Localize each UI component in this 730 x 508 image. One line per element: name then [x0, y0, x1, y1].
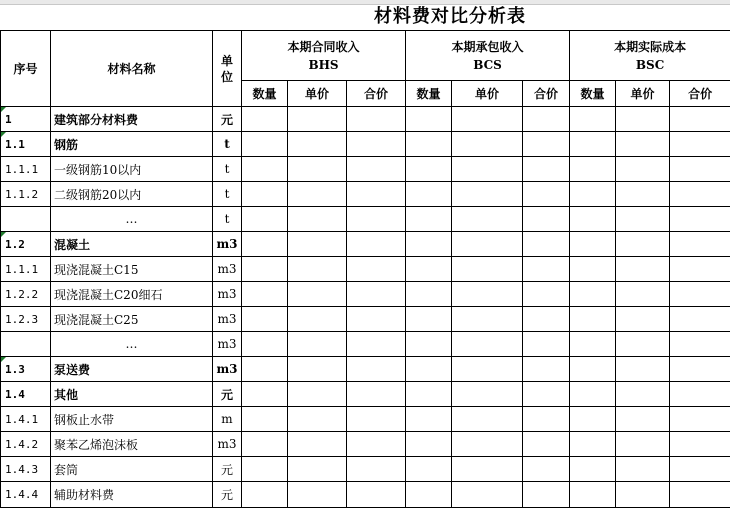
cell-value[interactable]	[288, 257, 347, 282]
cell-value[interactable]	[347, 282, 406, 307]
cell-value[interactable]	[242, 207, 288, 232]
cell-value[interactable]	[288, 132, 347, 157]
cell-value[interactable]	[670, 432, 730, 457]
header-total-price[interactable]: 合价	[670, 81, 730, 107]
table-row	[1, 482, 730, 508]
header-unit-label: 单位	[220, 53, 233, 84]
cell-value[interactable]	[616, 257, 670, 282]
cell-value[interactable]	[288, 282, 347, 307]
cell-seq[interactable]: 1.4.4	[1, 482, 51, 508]
cell-value[interactable]	[523, 307, 570, 332]
cell-value[interactable]	[347, 407, 406, 432]
header-quantity[interactable]: 数量	[242, 81, 288, 107]
cell-value[interactable]	[523, 382, 570, 407]
cell-value[interactable]	[347, 382, 406, 407]
cell-seq[interactable]: 1.2.3	[1, 307, 51, 332]
cell-seq[interactable]	[1, 332, 51, 357]
cell-value[interactable]	[288, 307, 347, 332]
cell-value[interactable]	[616, 357, 670, 382]
cell-value[interactable]	[347, 107, 406, 132]
cell-value[interactable]	[523, 482, 570, 508]
cell-value[interactable]	[523, 432, 570, 457]
cell-seq[interactable]: 1.1.2	[1, 182, 51, 207]
cell-material-name[interactable]: …	[51, 332, 213, 357]
cell-value[interactable]	[570, 107, 616, 132]
cell-value[interactable]	[452, 332, 523, 357]
table-row	[1, 332, 730, 357]
cell-value[interactable]	[670, 407, 730, 432]
header-group-subcontract[interactable]: 本期承包收入 BCS	[406, 31, 570, 81]
cell-value[interactable]	[406, 432, 452, 457]
cell-value[interactable]	[347, 482, 406, 508]
cell-material-name[interactable]: 钢筋	[51, 132, 213, 157]
cell-value[interactable]	[242, 307, 288, 332]
cell-value[interactable]	[523, 132, 570, 157]
cell-value[interactable]	[347, 232, 406, 257]
cell-value[interactable]	[452, 182, 523, 207]
cell-value[interactable]	[242, 282, 288, 307]
cell-value[interactable]	[288, 407, 347, 432]
cell-value[interactable]	[242, 157, 288, 182]
cell-seq[interactable]: 1.4.3	[1, 457, 51, 482]
cell-unit[interactable]: m3	[213, 432, 242, 457]
cell-value[interactable]	[452, 482, 523, 508]
cell-value[interactable]	[616, 457, 670, 482]
cell-value[interactable]	[670, 232, 730, 257]
cell-value[interactable]	[670, 457, 730, 482]
header-total-price[interactable]: 合价	[523, 81, 570, 107]
table-row	[1, 157, 730, 182]
cell-value[interactable]	[406, 132, 452, 157]
cell-value[interactable]	[570, 407, 616, 432]
cell-value[interactable]	[242, 107, 288, 132]
cell-value[interactable]	[406, 157, 452, 182]
cell-value[interactable]	[616, 207, 670, 232]
cell-value[interactable]	[616, 482, 670, 508]
cell-value[interactable]	[406, 357, 452, 382]
cell-seq[interactable]: 1.4.1	[1, 407, 51, 432]
cell-value[interactable]	[523, 107, 570, 132]
cell-value[interactable]	[242, 132, 288, 157]
header-unit-price[interactable]: 单价	[288, 81, 347, 107]
table-row	[1, 357, 730, 382]
cell-value[interactable]	[452, 457, 523, 482]
cell-unit[interactable]: m3	[213, 307, 242, 332]
table-row	[1, 432, 730, 457]
cell-value[interactable]	[406, 257, 452, 282]
cell-value[interactable]	[452, 432, 523, 457]
cell-value[interactable]	[670, 332, 730, 357]
cell-value[interactable]	[616, 232, 670, 257]
cell-value[interactable]	[288, 157, 347, 182]
cell-value[interactable]	[242, 407, 288, 432]
header-group-actual-cost[interactable]: 本期实际成本 BSC	[570, 31, 730, 81]
cell-value[interactable]	[288, 207, 347, 232]
cell-material-name[interactable]: 二级钢筋20以内	[51, 182, 213, 207]
cell-unit[interactable]: t	[213, 182, 242, 207]
cell-value[interactable]	[347, 307, 406, 332]
cell-unit[interactable]: t	[213, 207, 242, 232]
cell-seq[interactable]: 1	[1, 107, 51, 132]
cell-value[interactable]	[452, 307, 523, 332]
cell-value[interactable]	[347, 207, 406, 232]
cell-value[interactable]	[616, 132, 670, 157]
cell-value[interactable]	[452, 407, 523, 432]
cell-unit[interactable]: 元	[213, 457, 242, 482]
header-quantity[interactable]: 数量	[406, 81, 452, 107]
cell-value[interactable]	[570, 357, 616, 382]
cell-value[interactable]	[242, 357, 288, 382]
header-unit-price[interactable]: 单价	[452, 81, 523, 107]
cell-value[interactable]	[616, 307, 670, 332]
cell-value[interactable]	[406, 457, 452, 482]
cell-value[interactable]	[406, 332, 452, 357]
cell-value[interactable]	[570, 332, 616, 357]
cell-value[interactable]	[288, 332, 347, 357]
table-row	[1, 257, 730, 282]
cell-seq[interactable]: 1.4	[1, 382, 51, 407]
cell-material-name[interactable]: 套筒	[51, 457, 213, 482]
cell-unit[interactable]: t	[213, 157, 242, 182]
cell-value[interactable]	[670, 157, 730, 182]
cell-value[interactable]	[406, 282, 452, 307]
cell-unit[interactable]: 元	[213, 107, 242, 132]
cell-value[interactable]	[523, 457, 570, 482]
header-group-contract[interactable]: 本期合同收入 BHS	[242, 31, 406, 81]
cell-value[interactable]	[616, 107, 670, 132]
cell-value[interactable]	[670, 182, 730, 207]
cell-unit[interactable]: m3	[213, 332, 242, 357]
cell-value[interactable]	[406, 182, 452, 207]
cell-value[interactable]	[452, 282, 523, 307]
cell-value[interactable]	[670, 132, 730, 157]
cell-value[interactable]	[347, 457, 406, 482]
cell-unit[interactable]: m3	[213, 357, 242, 382]
cell-material-name[interactable]: 现浇混凝土C20细石	[51, 282, 213, 307]
header-total-price[interactable]: 合价	[347, 81, 406, 107]
cell-material-name[interactable]: 聚苯乙烯泡沫板	[51, 432, 213, 457]
table-row	[1, 457, 730, 482]
cell-unit[interactable]: 元	[213, 482, 242, 508]
cell-value[interactable]	[406, 107, 452, 132]
cell-value[interactable]	[523, 257, 570, 282]
cell-value[interactable]	[288, 457, 347, 482]
cell-material-name[interactable]: 混凝土	[51, 232, 213, 257]
cell-value[interactable]	[406, 207, 452, 232]
cell-value[interactable]	[288, 107, 347, 132]
cell-seq[interactable]: 1.2.2	[1, 282, 51, 307]
cell-seq[interactable]	[1, 207, 51, 232]
cell-unit[interactable]: m3	[213, 282, 242, 307]
cell-value[interactable]	[452, 132, 523, 157]
header-unit-price[interactable]: 单价	[616, 81, 670, 107]
cell-unit[interactable]: m3	[213, 232, 242, 257]
cell-value[interactable]	[670, 107, 730, 132]
cell-value[interactable]	[570, 182, 616, 207]
cell-value[interactable]	[670, 207, 730, 232]
cell-value[interactable]	[406, 382, 452, 407]
cell-material-name[interactable]: 泵送费	[51, 357, 213, 382]
cell-value[interactable]	[347, 132, 406, 157]
cell-value[interactable]	[242, 432, 288, 457]
cell-value[interactable]	[288, 482, 347, 508]
cell-value[interactable]	[670, 357, 730, 382]
cell-material-name[interactable]: …	[51, 207, 213, 232]
cell-value[interactable]	[452, 207, 523, 232]
table-row	[1, 407, 730, 432]
cell-value[interactable]	[242, 182, 288, 207]
cell-material-name[interactable]: 一级钢筋10以内	[51, 157, 213, 182]
cell-value[interactable]	[523, 157, 570, 182]
cell-value[interactable]	[570, 307, 616, 332]
table-row	[1, 382, 730, 407]
cell-value[interactable]	[570, 457, 616, 482]
cell-value[interactable]	[670, 257, 730, 282]
cell-value[interactable]	[452, 257, 523, 282]
cell-value[interactable]	[670, 382, 730, 407]
cell-value[interactable]	[406, 232, 452, 257]
cell-seq[interactable]: 1.2	[1, 232, 51, 257]
cell-unit[interactable]: t	[213, 132, 242, 157]
cell-value[interactable]	[523, 332, 570, 357]
cell-seq[interactable]: 1.1.1	[1, 157, 51, 182]
cell-value[interactable]	[288, 182, 347, 207]
cell-value[interactable]	[288, 382, 347, 407]
sheet-title: 材料费对比分析表	[374, 6, 526, 27]
header-material-name[interactable]: 材料名称	[51, 31, 213, 107]
table-row	[1, 232, 730, 257]
cell-value[interactable]	[242, 332, 288, 357]
cell-value[interactable]	[616, 332, 670, 357]
cell-material-name[interactable]: 现浇混凝土C25	[51, 307, 213, 332]
cell-value[interactable]	[570, 257, 616, 282]
table-row	[1, 182, 730, 207]
material-cost-table	[0, 30, 730, 508]
cell-value[interactable]	[523, 357, 570, 382]
cell-value[interactable]	[570, 382, 616, 407]
cell-value[interactable]	[452, 357, 523, 382]
cell-value[interactable]	[670, 282, 730, 307]
cell-value[interactable]	[406, 482, 452, 508]
cell-value[interactable]	[347, 332, 406, 357]
cell-value[interactable]	[242, 457, 288, 482]
cell-unit[interactable]: m3	[213, 257, 242, 282]
cell-value[interactable]	[242, 257, 288, 282]
cell-value[interactable]	[523, 282, 570, 307]
cell-value[interactable]	[570, 157, 616, 182]
cell-value[interactable]	[406, 307, 452, 332]
cell-value[interactable]	[288, 232, 347, 257]
cell-material-name[interactable]: 辅助材料费	[51, 482, 213, 508]
cell-value[interactable]	[570, 282, 616, 307]
table-row	[1, 207, 730, 232]
cell-material-name[interactable]: 钢板止水带	[51, 407, 213, 432]
cell-unit[interactable]: 元	[213, 382, 242, 407]
cell-value[interactable]	[570, 207, 616, 232]
cell-value[interactable]	[347, 182, 406, 207]
cell-material-name[interactable]: 其他	[51, 382, 213, 407]
cell-seq[interactable]: 1.4.2	[1, 432, 51, 457]
cell-value[interactable]	[452, 382, 523, 407]
header-quantity[interactable]: 数量	[570, 81, 616, 107]
cell-value[interactable]	[523, 232, 570, 257]
cell-value[interactable]	[523, 407, 570, 432]
header-unit[interactable]	[213, 31, 242, 107]
cell-value[interactable]	[288, 432, 347, 457]
cell-value[interactable]	[347, 357, 406, 382]
cell-value[interactable]	[570, 482, 616, 508]
cell-value[interactable]	[616, 382, 670, 407]
table-row	[1, 132, 730, 157]
cell-value[interactable]	[570, 432, 616, 457]
cell-value[interactable]	[670, 307, 730, 332]
cell-value[interactable]	[452, 232, 523, 257]
table-row	[1, 307, 730, 332]
cell-material-name[interactable]: 现浇混凝土C15	[51, 257, 213, 282]
cell-value[interactable]	[347, 157, 406, 182]
cell-value[interactable]	[616, 432, 670, 457]
cell-value[interactable]	[616, 282, 670, 307]
cell-value[interactable]	[616, 157, 670, 182]
cell-value[interactable]	[288, 357, 347, 382]
cell-seq[interactable]: 1.1	[1, 132, 51, 157]
cell-value[interactable]	[570, 132, 616, 157]
cell-value[interactable]	[570, 232, 616, 257]
cell-value[interactable]	[452, 157, 523, 182]
cell-value[interactable]	[347, 432, 406, 457]
cell-value[interactable]	[523, 207, 570, 232]
cell-value[interactable]	[406, 407, 452, 432]
cell-seq[interactable]: 1.1.1	[1, 257, 51, 282]
cell-value[interactable]	[347, 257, 406, 282]
cell-value[interactable]	[616, 182, 670, 207]
cell-material-name[interactable]: 建筑部分材料费	[51, 107, 213, 132]
cell-value[interactable]	[523, 182, 570, 207]
cell-value[interactable]	[670, 482, 730, 508]
cell-value[interactable]	[242, 382, 288, 407]
cell-value[interactable]	[616, 407, 670, 432]
table-row	[1, 282, 730, 307]
cell-value[interactable]	[242, 482, 288, 508]
cell-value[interactable]	[242, 232, 288, 257]
table-row	[1, 107, 730, 132]
cell-value[interactable]	[452, 107, 523, 132]
header-seq[interactable]: 序号	[1, 31, 51, 107]
cell-seq[interactable]: 1.3	[1, 357, 51, 382]
cell-unit[interactable]: m	[213, 407, 242, 432]
